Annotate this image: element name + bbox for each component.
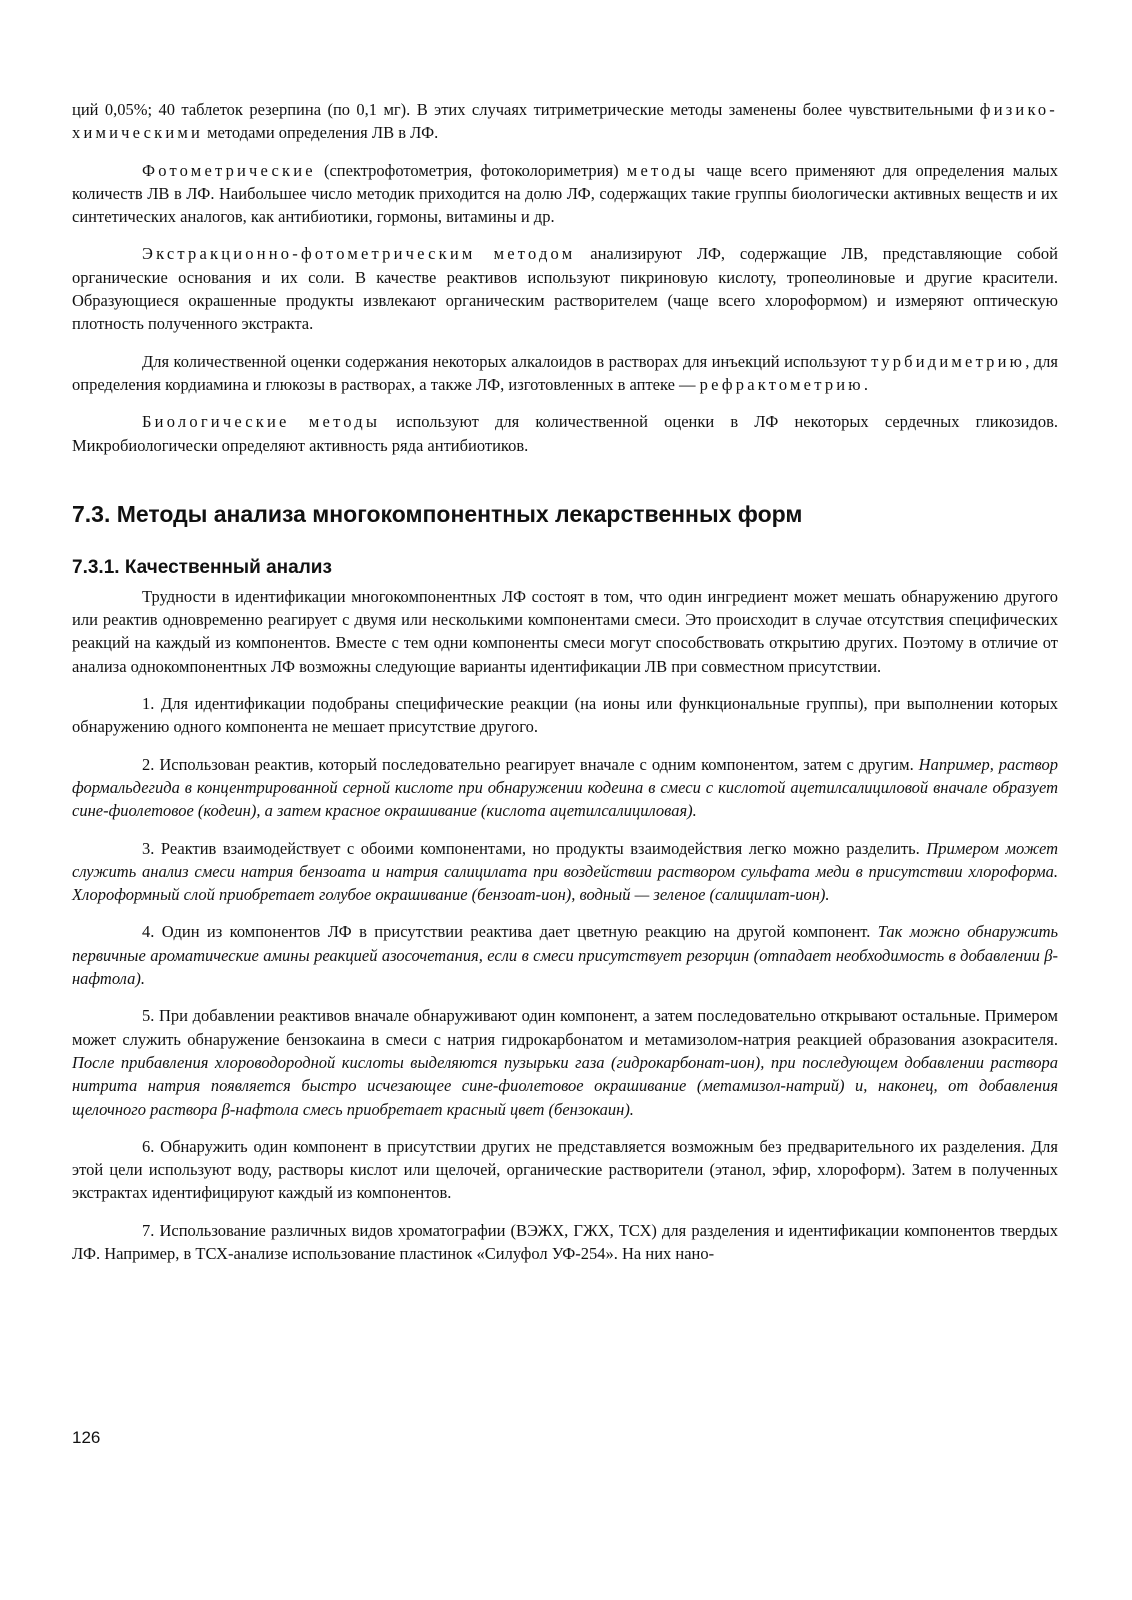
- italic-example: Так можно обнаружить первичные ароматические амины реакцией азосочетания, если в смеси присутствует резорцин (отпадает необходимость в добавлении β-нафтола).: [72, 922, 1059, 989]
- emphasized-term: физико-химическими: [72, 100, 1058, 143]
- italic-example: После прибавления хлороводородной кислоты выделяются пузырьки газа (гидрокарбонат-ион), при последующем добавлении раствора нитрита натрия появляется быстро исчезающее сине-фиолетовое окрашивание (метамизол-натрий) и, наконец, от добавления щелочного раствора β-нафтола смесь приобретает красный цвет (бензокаин).: [72, 1052, 1058, 1119]
- paragraph-extraction-photometric: [72, 242, 1058, 335]
- text-run: , для определения кордиамина и глюкозы в растворах, а также ЛФ, изготовленных в аптеке —: [72, 351, 1058, 394]
- emphasized-term: Биологические методы: [142, 412, 381, 432]
- list-item-3: [72, 837, 1058, 907]
- text-run: 6. Обнаружить один компонент в присутствии других не представляется возможным без предварительного их разделения. Для этой цели используют воду, растворы кислот или щелочей, органические растворители (этанол, эфир, хлороформ). Затем в полученных экстрактах идентифицируют каждый из компонентов.: [72, 1136, 1058, 1203]
- list-item-7: [72, 1219, 1058, 1266]
- text-run: Для количественной оценки содержания некоторых алкалоидов в растворах для инъекций используют: [142, 351, 872, 371]
- emphasized-term: методы: [626, 160, 699, 180]
- paragraph-continuation: [72, 98, 1058, 145]
- text-run: чаще всего применяют для определения малых количеств ЛВ в ЛФ. Наибольшее число методик приходится на долю ЛФ, содержащих такие группы биологически активных веществ и их синтетических аналогов, как антибиотики, гормоны, витамины и др.: [72, 160, 1059, 227]
- list-item-6: [72, 1135, 1058, 1205]
- list-item-4: [72, 920, 1058, 990]
- list-item-1: [72, 692, 1058, 739]
- text-run: используют для количественной оценки в ЛФ некоторых сердечных гликозидов. Микробиологически определяют активность ряда антибиотиков.: [72, 412, 1058, 455]
- list-item-2: [72, 753, 1058, 823]
- emphasized-term: Фотометрические: [142, 160, 316, 180]
- list-item-5: [72, 1004, 1058, 1120]
- page-number: 126: [72, 1428, 101, 1447]
- subsection-title: 7.3.1. Качественный анализ: [72, 556, 332, 578]
- emphasized-term: Экстракционно-фотометрическим методом: [142, 244, 576, 264]
- paragraph-identification-difficulties: [72, 585, 1058, 678]
- emphasized-term: турбидиметрию: [871, 351, 1026, 371]
- text-run: (спектрофотометрия, фотоколориметрия): [315, 160, 627, 180]
- page-body: [72, 98, 1058, 1265]
- section-title: 7.3. Методы анализа многокомпонентных лекарственных форм: [72, 500, 803, 527]
- italic-example: Примером может служить анализ смеси натрия бензоата и натрия салицилата при воздействии раствором сульфата меди в присутствии хлороформа. Хлороформный слой приобретает голубое окрашивание (бензоат-ион), водный — зеленое (салицилат-ион).: [72, 838, 1058, 905]
- text-run: 1. Для идентификации подобраны специфические реакции (на ионы или функциональные группы), при выполнении которых обнаружению одного компонента не мешает присутствие другого.: [72, 694, 1058, 737]
- text-run: анализируют ЛФ, содержащие ЛВ, представляющие собой органические основания и их соли. В качестве реактивов используют пикриновую кислоту, тропеолиновые и другие красители. Образующиеся окрашенные продукты извлекают органическим растворителем (чаще всего хлороформом) и измеряют оптическую плотность полученного экстракта.: [72, 244, 1058, 334]
- text-run: 3. Реактив взаимодействует с обоими компонентами, но продукты взаимодействия легко можно разделить.: [142, 838, 927, 858]
- text-run: Трудности в идентификации многокомпонентных ЛФ состоят в том, что один ингредиент может мешать обнаружению другого или реактив одновременно реагирует с двумя или несколькими компонентами смеси. Это происходит в случае отсутствия специфических реакций на каждый из компонентов. Вместе с тем одни компоненты смеси могут способствовать открытию других. Поэтому в отличие от анализа однокомпонентных ЛФ возможны следующие варианты идентификации ЛВ при совместном присутствии.: [72, 586, 1058, 676]
- text-run: 7. Использование различных видов хроматографии (ВЭЖХ, ГЖХ, ТСХ) для разделения и идентификации компонентов твердых ЛФ. Например, в ТСХ-анализе использование пластинок «Силуфол УФ-254». На них нано-: [72, 1220, 1058, 1263]
- emphasized-term: рефрактометрию.: [699, 374, 872, 394]
- paragraph-turbidimetry: [72, 350, 1058, 397]
- paragraph-biological-methods: [72, 410, 1058, 457]
- paragraph-photometric-methods: [72, 159, 1058, 229]
- text-run: 2. Использован реактив, который последовательно реагирует вначале с одним компонентом, затем с другим.: [142, 754, 919, 774]
- text-run: ций 0,05%; 40 таблеток резерпина (по 0,1 мг). В этих случаях титриметрические методы заменены более чувствительными: [72, 100, 980, 119]
- text-run: методами определения ЛВ в ЛФ.: [203, 123, 439, 143]
- italic-example: Например, раствор формальдегида в концентрированной серной кислоте при обнаружении кодеина в смеси с кислотой ацетилсалициловой вначале образует сине-фиолетовое (кодеин), а затем красное окрашивание (кислота ацетилсалициловая).: [72, 754, 1058, 821]
- text-run: 4. Один из компонентов ЛФ в присутствии реактива дает цветную реакцию на другой компонент.: [142, 922, 878, 942]
- text-run: 5. При добавлении реактивов вначале обнаруживают один компонент, а затем последовательно открывают остальные. Примером может служить обнаружение бензокаина в смеси с натрия гидрокарбонатом и метамизолом-натрия реакцией образования азокрасителя.: [72, 1006, 1058, 1049]
